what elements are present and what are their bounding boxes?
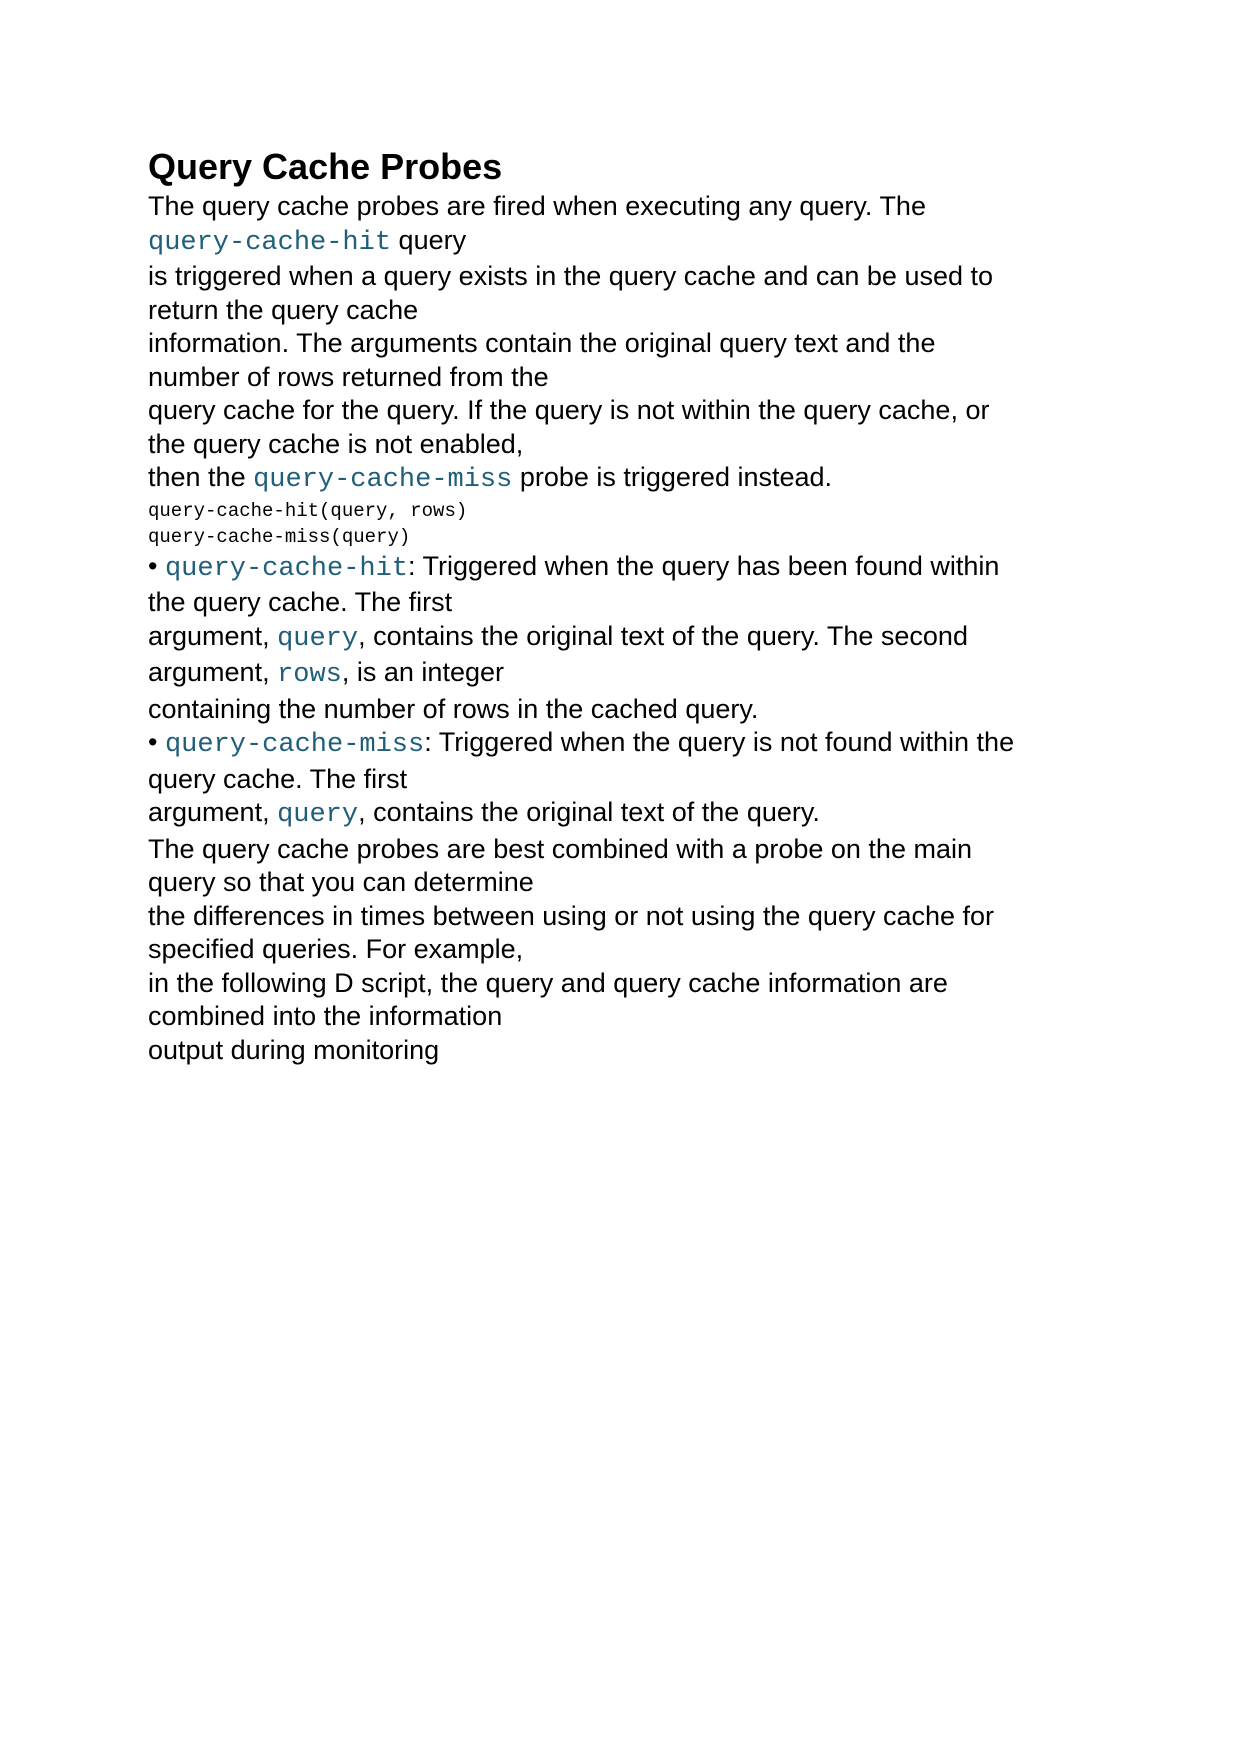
text-line	[148, 428, 1108, 462]
text-line	[148, 1034, 1108, 1068]
text-line	[148, 461, 1108, 498]
text-segment: argument,	[148, 797, 278, 827]
text-segment: number of rows returned from the	[148, 361, 549, 392]
signature-text: query-cache-hit(query, rows)	[148, 499, 468, 522]
text-line	[148, 933, 1108, 967]
text-segment: , contains the original text of the query. The second	[358, 620, 968, 651]
text-segment: argument,	[148, 620, 278, 651]
text-segment: The query cache probes are best combined with a probe on the main	[148, 833, 972, 864]
text-segment: argument,	[148, 657, 278, 687]
text-line	[148, 726, 1108, 763]
text-segment: probe is triggered instead.	[512, 462, 833, 492]
text-segment: containing the number of rows in the cached query.	[148, 693, 759, 724]
inline-code: query-cache-miss	[253, 465, 513, 495]
text-line	[148, 1000, 1108, 1034]
text-line	[148, 656, 1108, 693]
text-line	[148, 190, 1108, 224]
text-segment: is triggered when a query exists in the query cache and can be used to	[148, 261, 994, 291]
text-line	[148, 620, 1108, 657]
code-signature-line	[148, 498, 1108, 524]
text-line	[148, 224, 1108, 261]
text-line	[148, 900, 1108, 934]
body-text	[148, 190, 1108, 1067]
text-segment: : Triggered when the query is not found within the	[424, 727, 1015, 757]
text-segment: •	[148, 550, 165, 581]
text-line	[148, 260, 1108, 294]
text-segment: combined into the information	[148, 1001, 503, 1031]
code-signature-line	[148, 524, 1108, 550]
text-line	[148, 763, 1108, 797]
text-line	[148, 586, 1108, 620]
text-line	[148, 361, 1108, 395]
text-segment: output during monitoring	[148, 1034, 440, 1065]
inline-code: query-cache-miss	[164, 730, 425, 760]
inline-code: rows	[277, 660, 342, 690]
text-segment: : Triggered when the query has been found within	[408, 550, 1000, 581]
page-title: Query Cache Probes	[148, 146, 503, 187]
text-segment: then the	[148, 462, 254, 492]
text-segment: query cache for the query. If the query is not within the query cache, or	[148, 395, 990, 425]
text-segment: query cache. The first	[148, 763, 408, 794]
text-segment: in the following D script, the query and query cache information are	[148, 967, 948, 998]
signature-text: query-cache-miss(query)	[148, 525, 411, 548]
text-segment: •	[148, 727, 165, 757]
inline-code: query-cache-hit	[148, 227, 392, 258]
inline-code: query	[277, 623, 359, 654]
inline-code: query-cache-hit	[164, 553, 409, 584]
text-line	[148, 693, 1108, 727]
text-line	[148, 550, 1108, 587]
text-segment: the differences in times between using or not using the query cache for	[148, 900, 995, 931]
text-segment: , contains the original text of the query.	[358, 797, 820, 827]
text-segment: specified queries. For example,	[148, 934, 524, 964]
text-segment: the query cache is not enabled,	[148, 428, 524, 459]
text-segment: return the query cache	[148, 294, 419, 325]
document-page	[148, 146, 1108, 1067]
text-line	[148, 327, 1108, 361]
text-segment: information. The arguments contain the original query text and the	[148, 328, 936, 358]
inline-code: query	[277, 800, 359, 830]
text-line	[148, 833, 1108, 867]
text-segment: query so that you can determine	[148, 867, 534, 897]
text-segment: the query cache. The first	[148, 587, 453, 617]
text-segment: query	[391, 224, 467, 255]
text-line	[148, 866, 1108, 900]
text-line	[148, 796, 1108, 833]
text-segment: The query cache probes are fired when executing any query. The	[148, 191, 926, 221]
text-line	[148, 294, 1108, 328]
text-line	[148, 394, 1108, 428]
text-segment: , is an integer	[341, 657, 504, 687]
text-line	[148, 967, 1108, 1001]
